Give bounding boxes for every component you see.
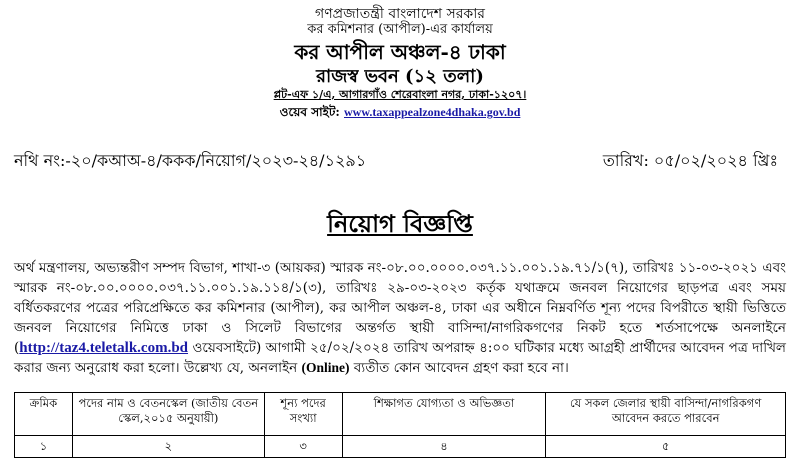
header-zone: কর আপীল অঞ্চল-৪ ঢাকা	[294, 40, 506, 64]
header-address: প্লট-এফ ১/এ, আগারগাঁও শেরেবাংলা নগর, ঢাকা-১২০৭।	[273, 88, 527, 101]
col-vacancies: শূন্য পদের সংখ্যা	[264, 393, 342, 436]
notice-body	[14, 258, 786, 378]
col-number: ২	[72, 436, 264, 458]
col-number: ৩	[264, 436, 342, 458]
website-link[interactable]: www.taxappealzone4dhaka.gov.bd	[344, 105, 521, 119]
col-districts: যে সকল জেলার স্থায়ী বাসিন্দা/নাগরিকগণ আবেদন করতে পারবেন	[546, 393, 786, 436]
notice-date: তারিখ: ০৫/০২/২০২৪ খ্রিঃ	[602, 151, 778, 170]
notice-title: নিয়োগ বিজ্ঞপ্তি	[327, 209, 473, 238]
col-number: ১	[15, 436, 73, 458]
table-header-row	[15, 393, 786, 436]
vacancy-table	[14, 392, 786, 458]
header-building: রাজস্ব ভবন (১২ তলা)	[316, 66, 484, 87]
online-term: (Online)	[301, 360, 350, 375]
header-website	[0, 104, 800, 124]
application-link[interactable]: http://taz4.teletalk.com.bd	[19, 340, 189, 356]
website-label: ওয়েব সাইট:	[279, 105, 340, 119]
memo-number: নথি নং:-২০/কআঅ-৪/ককক/নিয়োগ/২০২৩-২৪/১২৯১	[14, 151, 367, 170]
col-serial: ক্রমিক	[15, 393, 73, 436]
col-post-name: পদের নাম ও বেতনস্কেল (জাতীয় বেতন স্কেল,২০১৫ অনুযায়ী)	[72, 393, 264, 436]
col-number: ৫	[546, 436, 786, 458]
header-government: গণপ্রজাতন্ত্রী বাংলাদেশ সরকার	[315, 6, 485, 22]
body-text-3: ব্যতীত কোন আবেদন গ্রহণ করা হবে না।	[349, 360, 569, 376]
col-qualification: শিক্ষাগত যোগ্যতা ও অভিজ্ঞতা	[342, 393, 546, 436]
header-office: কর কমিশনার (আপীল)-এর কার্যালয়	[307, 22, 493, 37]
table-row	[15, 436, 786, 458]
col-number: ৪	[342, 436, 546, 458]
body-text-1: অর্থ মন্ত্রণালয়, অভ্যন্তরীণ সম্পদ বিভাগ, শাখা-৩ (আয়কর) স্মারক নং-০৮.০০.০০০০.০৩৭.১১.০০১.১৯.৭১/১(৭), তারিখঃ ১১-০৩-২০২১ এবং স্মারক নং-০৮.০০.০০০০.০৩৭.১১.০০১.১৯.১১৪/১(৩), তারিখঃ ২৯-০৩-২০২৩ কর্তৃক যথাক্রমে জনবল নিয়োগের ছাড়পত্র এবং সময় বর্ধিতকরণের পত্রের পরিপ্রেক্ষিতে কর কমিশনার (আপীল), কর আপীল অঞ্চল-৪, ঢাকা এর অধীনে নিম্নবর্ণিত শূন্য পদের বিপরীতে স্থায়ী ভিত্তিতে জনবল নিয়োগের নিমিত্তে ঢাকা ও সিলেট বিভাগের অন্তর্গত স্থায়ী বাসিন্দা/নাগরিকগণের নিকট হতে শর্তসাপেক্ষে অনলাইনে (	[14, 260, 786, 356]
body-text-2: ওয়েবসাইটে) আগামী ২৫/০২/২০২৪ তারিখ অপরাহ্ন ৪:০০ ঘটিকার মধ্যে আগ্রহী প্রার্থীদের আবেদন পত্র দাখিল করার জন্য অনুরোধ করা হলো। উল্লেখ্য যে, অনলাইন	[14, 340, 786, 376]
